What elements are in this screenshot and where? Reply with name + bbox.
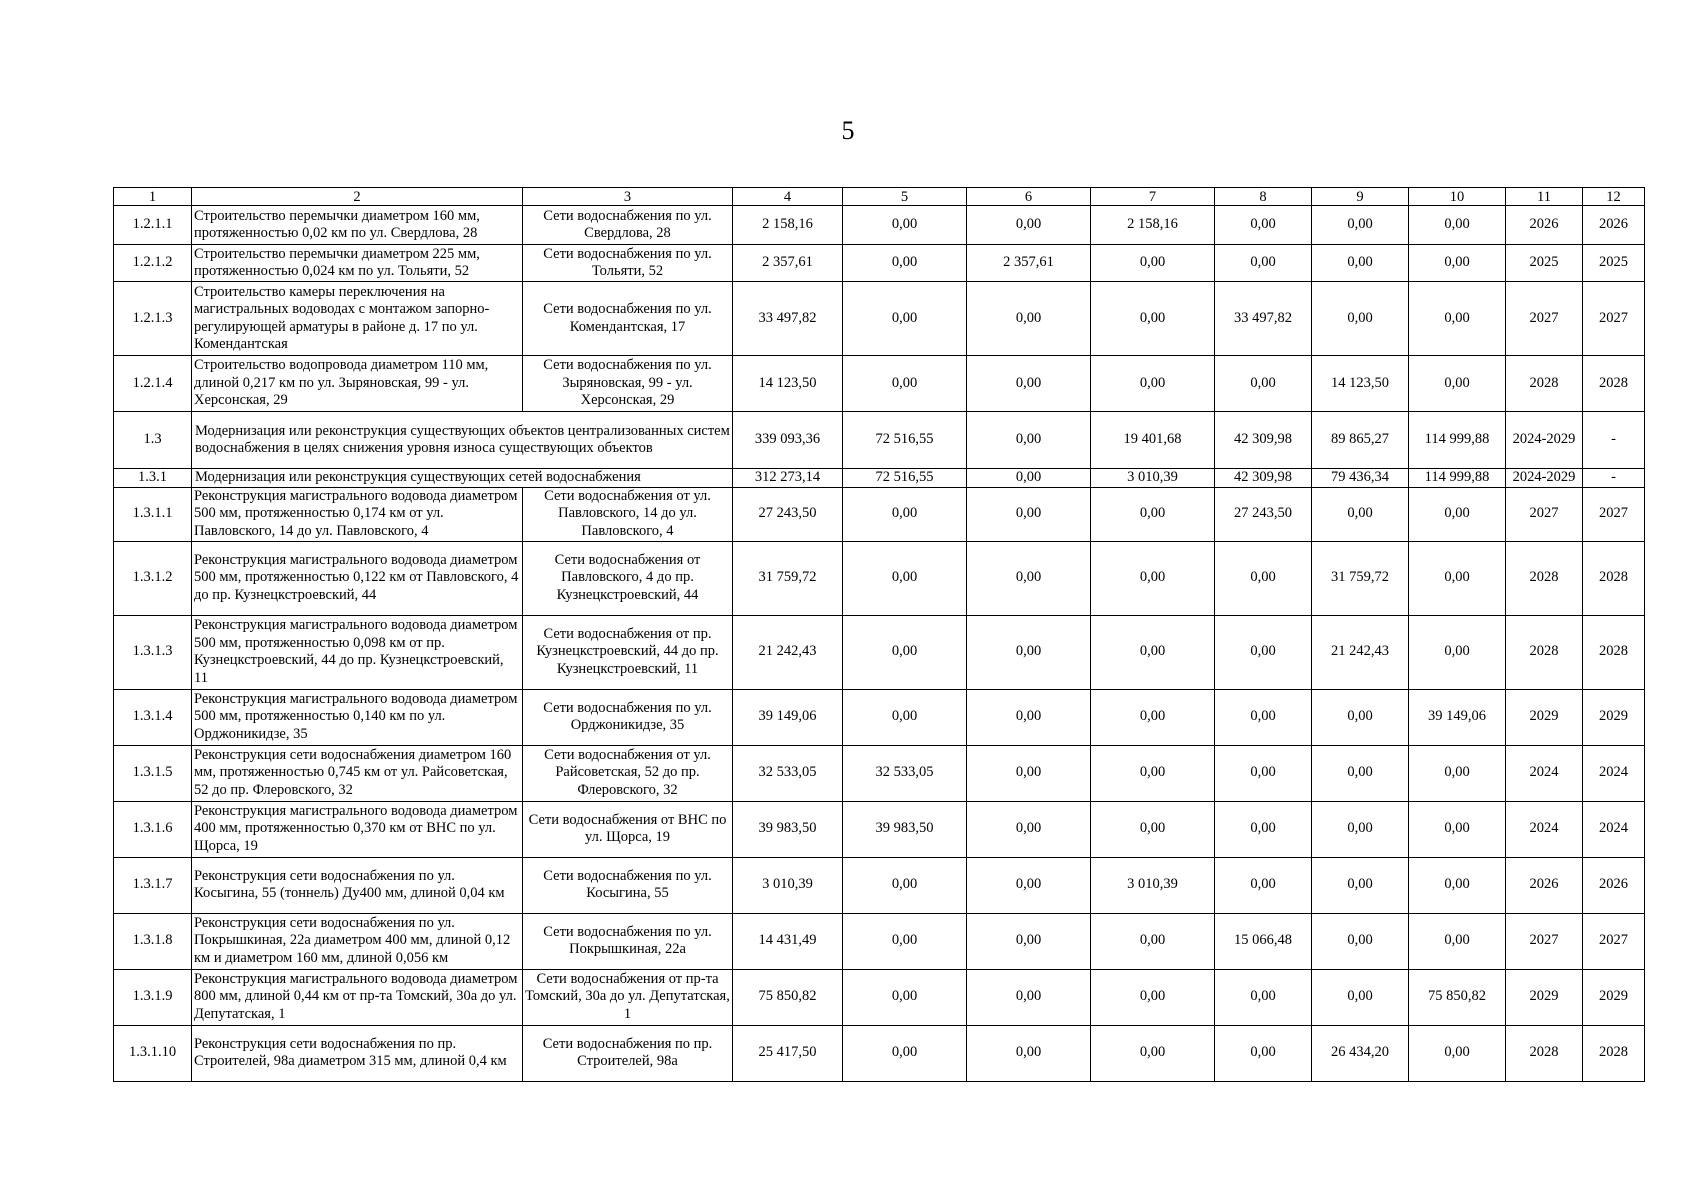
value-c4: 32 533,05 [733, 745, 843, 801]
value-c4: 2 357,61 [733, 245, 843, 282]
value-c10: 0,00 [1409, 245, 1506, 282]
value-c5: 0,00 [843, 206, 967, 245]
value-c12: 2028 [1583, 356, 1645, 412]
value-c4: 3 010,39 [733, 857, 843, 913]
value-c12: 2027 [1583, 487, 1645, 541]
object-name: Сети водоснабжения по ул. Орджоникидзе, 35 [523, 689, 733, 745]
row-code: 1.3.1.10 [114, 1025, 192, 1081]
value-c10: 0,00 [1409, 356, 1506, 412]
value-c9: 0,00 [1312, 745, 1409, 801]
value-c10: 0,00 [1409, 487, 1506, 541]
value-c11: 2027 [1506, 913, 1583, 969]
value-c5: 0,00 [843, 356, 967, 412]
value-c9: 14 123,50 [1312, 356, 1409, 412]
table-row [114, 801, 1645, 857]
object-name: Сети водоснабжения от ул. Павловского, 14 до ул. Павловского, 4 [523, 487, 733, 541]
value-c8: 0,00 [1215, 969, 1312, 1025]
table-row [114, 1025, 1645, 1081]
value-c5: 0,00 [843, 615, 967, 689]
value-c11: 2025 [1506, 245, 1583, 282]
value-c8: 0,00 [1215, 541, 1312, 615]
column-number-3: 3 [523, 188, 733, 206]
value-c9: 0,00 [1312, 913, 1409, 969]
value-c7: 0,00 [1091, 487, 1215, 541]
table-row [114, 412, 1645, 469]
value-c5: 0,00 [843, 689, 967, 745]
value-c4: 31 759,72 [733, 541, 843, 615]
value-c9: 79 436,34 [1312, 469, 1409, 488]
value-c9: 0,00 [1312, 245, 1409, 282]
investment-program-table [113, 187, 1645, 1082]
row-code: 1.3.1.6 [114, 801, 192, 857]
row-code: 1.3.1.1 [114, 487, 192, 541]
value-c6: 0,00 [967, 615, 1091, 689]
value-c10: 0,00 [1409, 206, 1506, 245]
object-name: Сети водоснабжения по ул. Свердлова, 28 [523, 206, 733, 245]
value-c12: 2024 [1583, 801, 1645, 857]
table-row [114, 541, 1645, 615]
value-c12: 2028 [1583, 615, 1645, 689]
value-c9: 0,00 [1312, 969, 1409, 1025]
table-row [114, 745, 1645, 801]
value-c6: 0,00 [967, 1025, 1091, 1081]
value-c10: 0,00 [1409, 745, 1506, 801]
measure-name: Строительство водопровода диаметром 110 мм, длиной 0,217 км по ул. Зыряновская, 99 - ул. Херсонская, 29 [192, 356, 523, 412]
value-c7: 0,00 [1091, 356, 1215, 412]
value-c12: 2026 [1583, 206, 1645, 245]
value-c5: 72 516,55 [843, 469, 967, 488]
value-c6: 0,00 [967, 913, 1091, 969]
table-row [114, 857, 1645, 913]
value-c4: 312 273,14 [733, 469, 843, 488]
value-c10: 75 850,82 [1409, 969, 1506, 1025]
table-row [114, 487, 1645, 541]
value-c4: 39 149,06 [733, 689, 843, 745]
column-number-7: 7 [1091, 188, 1215, 206]
value-c8: 0,00 [1215, 857, 1312, 913]
value-c9: 0,00 [1312, 801, 1409, 857]
measure-name: Реконструкция сети водоснабжения по пр. Строителей, 98а диаметром 315 мм, длиной 0,4 км [192, 1025, 523, 1081]
object-name: Сети водоснабжения по ул. Косыгина, 55 [523, 857, 733, 913]
value-c5: 0,00 [843, 857, 967, 913]
value-c8: 27 243,50 [1215, 487, 1312, 541]
row-code: 1.2.1.1 [114, 206, 192, 245]
value-c6: 0,00 [967, 487, 1091, 541]
value-c10: 114 999,88 [1409, 469, 1506, 488]
row-code: 1.3.1.8 [114, 913, 192, 969]
value-c7: 3 010,39 [1091, 857, 1215, 913]
column-number-8: 8 [1215, 188, 1312, 206]
value-c7: 0,00 [1091, 245, 1215, 282]
value-c7: 0,00 [1091, 615, 1215, 689]
value-c11: 2028 [1506, 356, 1583, 412]
value-c10: 0,00 [1409, 1025, 1506, 1081]
value-c7: 2 158,16 [1091, 206, 1215, 245]
value-c4: 75 850,82 [733, 969, 843, 1025]
value-c11: 2026 [1506, 206, 1583, 245]
value-c11: 2024-2029 [1506, 412, 1583, 469]
value-c6: 0,00 [967, 541, 1091, 615]
value-c7: 3 010,39 [1091, 469, 1215, 488]
value-c5: 0,00 [843, 487, 967, 541]
value-c10: 0,00 [1409, 282, 1506, 356]
value-c9: 0,00 [1312, 206, 1409, 245]
measure-name: Строительство перемычки диаметром 160 мм, протяженностью 0,02 км по ул. Свердлова, 28 [192, 206, 523, 245]
value-c9: 0,00 [1312, 487, 1409, 541]
row-code: 1.3.1.2 [114, 541, 192, 615]
value-c12: 2027 [1583, 913, 1645, 969]
value-c5: 0,00 [843, 245, 967, 282]
row-code: 1.2.1.2 [114, 245, 192, 282]
value-c4: 21 242,43 [733, 615, 843, 689]
column-number-2: 2 [192, 188, 523, 206]
value-c12: 2029 [1583, 689, 1645, 745]
value-c7: 0,00 [1091, 801, 1215, 857]
row-code: 1.2.1.3 [114, 282, 192, 356]
object-name: Сети водоснабжения от ул. Райсоветская, 52 до пр. Флеровского, 32 [523, 745, 733, 801]
value-c6: 0,00 [967, 206, 1091, 245]
value-c11: 2027 [1506, 282, 1583, 356]
value-c8: 42 309,98 [1215, 469, 1312, 488]
value-c5: 0,00 [843, 1025, 967, 1081]
object-name: Сети водоснабжения по ул. Покрышкиная, 22а [523, 913, 733, 969]
table-row [114, 913, 1645, 969]
value-c7: 0,00 [1091, 1025, 1215, 1081]
object-name: Сети водоснабжения по ул. Зыряновская, 99 - ул. Херсонская, 29 [523, 356, 733, 412]
value-c11: 2028 [1506, 615, 1583, 689]
row-code: 1.3.1.4 [114, 689, 192, 745]
value-c4: 27 243,50 [733, 487, 843, 541]
value-c4: 339 093,36 [733, 412, 843, 469]
value-c7: 0,00 [1091, 541, 1215, 615]
value-c12: 2025 [1583, 245, 1645, 282]
value-c5: 0,00 [843, 969, 967, 1025]
table-row [114, 282, 1645, 356]
value-c10: 0,00 [1409, 801, 1506, 857]
value-c8: 0,00 [1215, 356, 1312, 412]
object-name: Сети водоснабжения от пр. Кузнецкстроевский, 44 до пр. Кузнецкстроевский, 11 [523, 615, 733, 689]
value-c8: 0,00 [1215, 689, 1312, 745]
measure-name: Реконструкция магистрального водовода диаметром 500 мм, протяженностью 0,098 км от пр. Кузнецкстроевский, 44 до пр. Кузнецкстроевский, 11 [192, 615, 523, 689]
value-c8: 15 066,48 [1215, 913, 1312, 969]
value-c9: 26 434,20 [1312, 1025, 1409, 1081]
table-row [114, 206, 1645, 245]
value-c12: - [1583, 412, 1645, 469]
value-c9: 89 865,27 [1312, 412, 1409, 469]
value-c6: 0,00 [967, 801, 1091, 857]
measure-name: Реконструкция сети водоснабжения диаметром 160 мм, протяженностью 0,745 км от ул. Райсоветская, 52 до пр. Флеровского, 32 [192, 745, 523, 801]
value-c7: 0,00 [1091, 745, 1215, 801]
value-c8: 0,00 [1215, 745, 1312, 801]
value-c8: 0,00 [1215, 206, 1312, 245]
row-code: 1.2.1.4 [114, 356, 192, 412]
column-number-11: 11 [1506, 188, 1583, 206]
value-c5: 0,00 [843, 541, 967, 615]
measure-name: Реконструкция магистрального водовода диаметром 400 мм, протяженностью 0,370 км от ВНС по ул. Щорса, 19 [192, 801, 523, 857]
column-number-9: 9 [1312, 188, 1409, 206]
table-row [114, 969, 1645, 1025]
value-c8: 33 497,82 [1215, 282, 1312, 356]
measure-name: Реконструкция магистрального водовода диаметром 800 мм, длиной 0,44 км от пр-та Томский, 30а до ул. Депутатская, 1 [192, 969, 523, 1025]
value-c7: 0,00 [1091, 689, 1215, 745]
table-body [114, 188, 1645, 1082]
table-row [114, 245, 1645, 282]
measure-name: Реконструкция сети водоснабжения по ул. Покрышкиная, 22а диаметром 400 мм, длиной 0,12 км и диаметром 160 мм, длиной 0,056 км [192, 913, 523, 969]
value-c4: 39 983,50 [733, 801, 843, 857]
value-c12: 2028 [1583, 1025, 1645, 1081]
value-c11: 2027 [1506, 487, 1583, 541]
value-c10: 0,00 [1409, 857, 1506, 913]
value-c8: 42 309,98 [1215, 412, 1312, 469]
value-c8: 0,00 [1215, 1025, 1312, 1081]
value-c8: 0,00 [1215, 801, 1312, 857]
object-name: Сети водоснабжения от ВНС по ул. Щорса, 19 [523, 801, 733, 857]
object-name: Сети водоснабжения по ул. Комендантская, 17 [523, 282, 733, 356]
value-c4: 14 123,50 [733, 356, 843, 412]
value-c9: 21 242,43 [1312, 615, 1409, 689]
value-c11: 2029 [1506, 969, 1583, 1025]
column-number-4: 4 [733, 188, 843, 206]
measure-name: Реконструкция сети водоснабжения по ул. Косыгина, 55 (тоннель) Ду400 мм, длиной 0,04 км [192, 857, 523, 913]
value-c6: 0,00 [967, 469, 1091, 488]
value-c6: 0,00 [967, 857, 1091, 913]
table-row [114, 615, 1645, 689]
value-c5: 72 516,55 [843, 412, 967, 469]
object-name: Сети водоснабжения от Павловского, 4 до пр. Кузнецкстроевский, 44 [523, 541, 733, 615]
column-number-5: 5 [843, 188, 967, 206]
row-code: 1.3.1.7 [114, 857, 192, 913]
value-c8: 0,00 [1215, 615, 1312, 689]
table-row [114, 689, 1645, 745]
value-c10: 0,00 [1409, 615, 1506, 689]
measure-name: Реконструкция магистрального водовода диаметром 500 мм, протяженностью 0,122 км от Павловского, 4 до пр. Кузнецкстроевский, 44 [192, 541, 523, 615]
value-c9: 0,00 [1312, 282, 1409, 356]
value-c7: 0,00 [1091, 913, 1215, 969]
value-c10: 0,00 [1409, 541, 1506, 615]
value-c5: 0,00 [843, 913, 967, 969]
value-c12: 2024 [1583, 745, 1645, 801]
value-c4: 14 431,49 [733, 913, 843, 969]
object-name: Сети водоснабжения от пр-та Томский, 30а до ул. Депутатская, 1 [523, 969, 733, 1025]
object-name: Сети водоснабжения по ул. Тольяти, 52 [523, 245, 733, 282]
measure-name: Строительство камеры переключения на магистральных водоводах с монтажом запорно-регулирующей арматуры в районе д. 17 по ул. Комендантская [192, 282, 523, 356]
value-c5: 39 983,50 [843, 801, 967, 857]
value-c9: 0,00 [1312, 857, 1409, 913]
value-c6: 0,00 [967, 282, 1091, 356]
value-c9: 0,00 [1312, 689, 1409, 745]
value-c11: 2024-2029 [1506, 469, 1583, 488]
row-code: 1.3.1.5 [114, 745, 192, 801]
column-number-10: 10 [1409, 188, 1506, 206]
value-c11: 2024 [1506, 801, 1583, 857]
value-c9: 31 759,72 [1312, 541, 1409, 615]
value-c4: 2 158,16 [733, 206, 843, 245]
value-c11: 2028 [1506, 541, 1583, 615]
value-c11: 2029 [1506, 689, 1583, 745]
value-c12: 2029 [1583, 969, 1645, 1025]
value-c6: 0,00 [967, 689, 1091, 745]
object-name: Сети водоснабжения по пр. Строителей, 98а [523, 1025, 733, 1081]
value-c10: 114 999,88 [1409, 412, 1506, 469]
value-c6: 0,00 [967, 356, 1091, 412]
measure-name: Реконструкция магистрального водовода диаметром 500 мм, протяженностью 0,174 км от ул. Павловского, 14 до ул. Павловского, 4 [192, 487, 523, 541]
column-number-1: 1 [114, 188, 192, 206]
value-c6: 0,00 [967, 969, 1091, 1025]
section-name: Модернизация или реконструкция существующих объектов централизованных систем водоснабжения в целях снижения уровня износа существующих объектов [192, 412, 733, 469]
value-c11: 2026 [1506, 857, 1583, 913]
column-number-12: 12 [1583, 188, 1645, 206]
value-c7: 0,00 [1091, 282, 1215, 356]
value-c8: 0,00 [1215, 245, 1312, 282]
value-c4: 33 497,82 [733, 282, 843, 356]
value-c12: 2028 [1583, 541, 1645, 615]
value-c7: 19 401,68 [1091, 412, 1215, 469]
value-c7: 0,00 [1091, 969, 1215, 1025]
value-c10: 0,00 [1409, 913, 1506, 969]
measure-name: Реконструкция магистрального водовода диаметром 500 мм, протяженностью 0,140 км по ул. Орджоникидзе, 35 [192, 689, 523, 745]
row-code: 1.3.1.9 [114, 969, 192, 1025]
value-c12: 2026 [1583, 857, 1645, 913]
value-c6: 0,00 [967, 745, 1091, 801]
value-c11: 2028 [1506, 1025, 1583, 1081]
value-c4: 25 417,50 [733, 1025, 843, 1081]
section-name: Модернизация или реконструкция существующих сетей водоснабжения [192, 469, 733, 488]
measure-name: Строительство перемычки диаметром 225 мм, протяженностью 0,024 км по ул. Тольяти, 52 [192, 245, 523, 282]
value-c5: 0,00 [843, 282, 967, 356]
page-number: 5 [841, 116, 855, 145]
value-c12: 2027 [1583, 282, 1645, 356]
value-c5: 32 533,05 [843, 745, 967, 801]
row-code: 1.3 [114, 412, 192, 469]
table-row [114, 469, 1645, 488]
value-c10: 39 149,06 [1409, 689, 1506, 745]
column-number-row [114, 188, 1645, 206]
table-row [114, 356, 1645, 412]
row-code: 1.3.1 [114, 469, 192, 488]
value-c12: - [1583, 469, 1645, 488]
value-c11: 2024 [1506, 745, 1583, 801]
value-c6: 0,00 [967, 412, 1091, 469]
value-c6: 2 357,61 [967, 245, 1091, 282]
row-code: 1.3.1.3 [114, 615, 192, 689]
column-number-6: 6 [967, 188, 1091, 206]
